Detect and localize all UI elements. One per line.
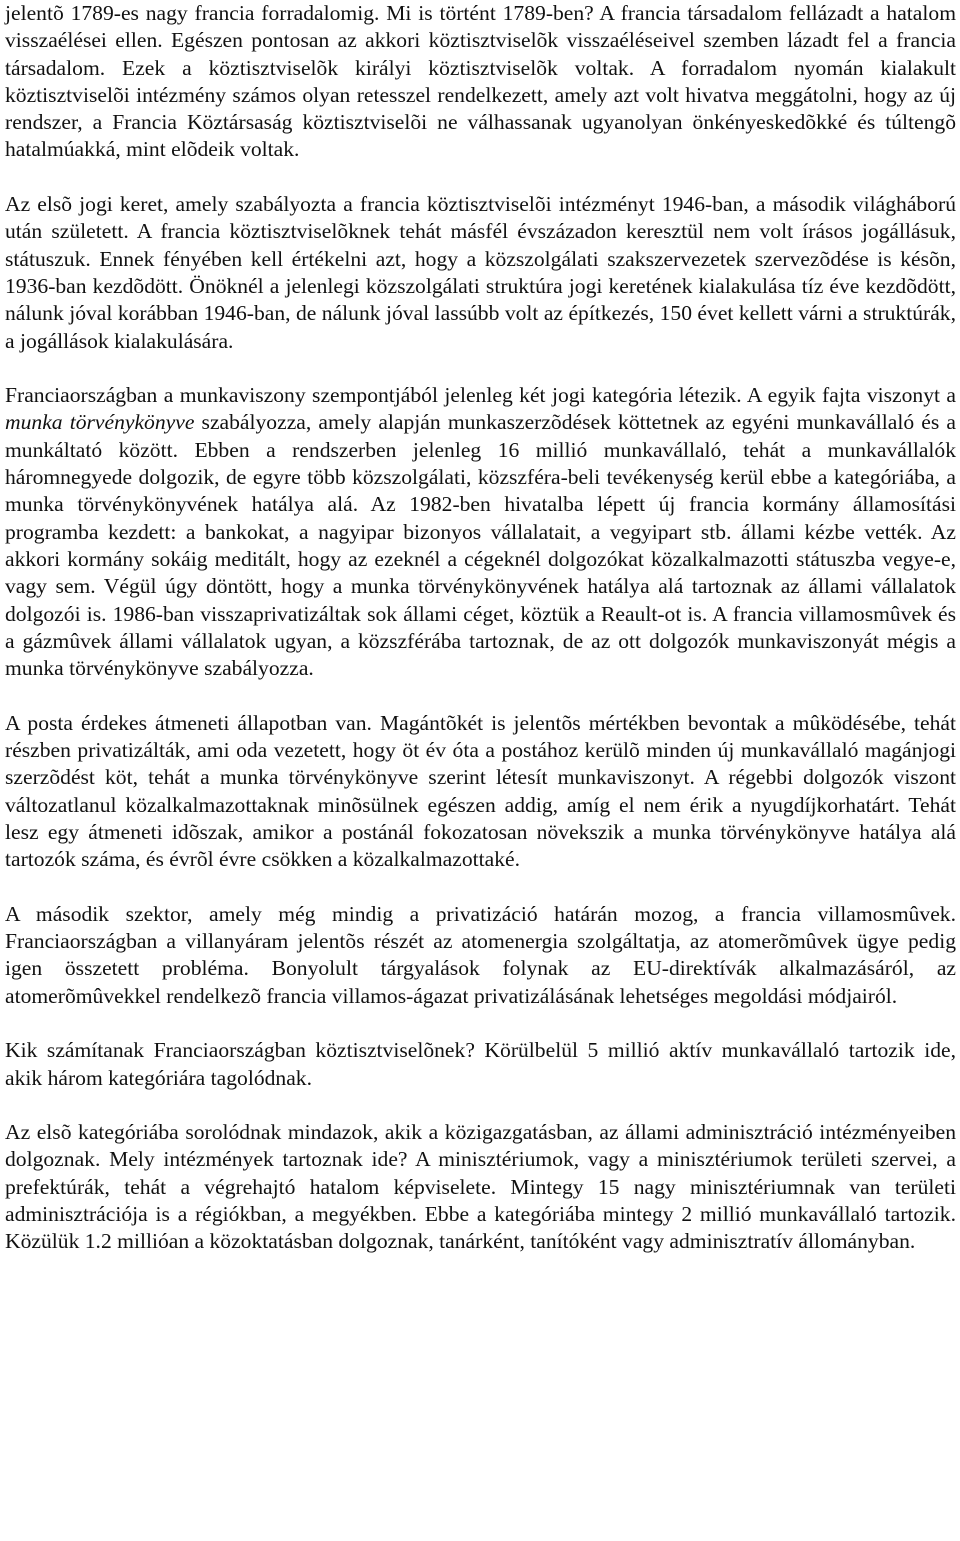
paragraph-first-category: Az elsõ kategóriába sorolódnak mindazok, akik a közigazgatásban, az állami adminisztráció intézményeiben dolgoznak. Mely intézmények tartoznak ide? A minisztériumok, vagy a minisztériumok területi szervei, a prefektúrák, tehát a végrehajtó hatalom képviselete. Mintegy 15 nagy minisztériumnak van területi adminisztrációja is a régiókban, a megyékben. Ebbe a kategóriába mintegy 2 millió munkavállaló tartozik. Közülük 1.2 millióan a közoktatásban dolgoznak, tanárként, tanítóként vagy adminisztratív állományban. [5,1120,956,1254]
document-page [5,0,956,1256]
paragraph-french-revolution: jelentõ 1789-es nagy francia forradalomig. Mi is történt 1789-ben? A francia társadalom fellázadt a hatalom visszaélései ellen. Egészen pontosan az akkori köztisztviselõk visszaéléseivel szemben lázadt fel a francia társadalom. Ezek a köztisztviselõk királyi köztisztviselõk voltak. A forradalom nyomán kialakult köztisztviselõi intézmény számos olyan retesszel rendelkezett, amely azt volt hivatva meggátolni, hogy az új rendszer, a Francia Köztársaság köztisztviselõi ne válhassanak ugyanolyan önkényeskedõkké és túltengõ hatalmúakká, mint elõdeik voltak. [5,1,956,162]
paragraph-text-start: Franciaországban a munkaviszony szempontjából jelenleg két jogi kategória létezik. A egyik fajta viszonyt a [5,383,956,408]
paragraph-postal-service: A posta érdekes átmeneti állapotban van. Magántõkét is jelentõs mértékben bevontak a mûködésébe, tehát részben privatizálták, ami oda vezetett, hogy öt év óta a postához kerülõ minden új munkavállaló magánjogi szerzõdést köt, tehát a munka törvénykönyve szerint létesít munkaviszonyt. A régebbi dolgozók viszont változatlanul közalkalmazottaknak minõsülnek egészen addig, amíg el nem érik a nyugdíjkorhatárt. Tehát lesz egy átmeneti idõszak, amikor a postánál fokozatosan növekszik a munka törvénykönyve hatálya alá tartozók száma, és évrõl évre csökken a közalkalmazottaké. [5,710,956,872]
paragraph-employment-categories [5,382,956,682]
paragraph-text-end: szabályozza, amely alapján munkaszerzõdések köttetnek az egyéni munkavállaló és a munkáltató között. Ebben a rendszerben jelenleg 16 millió munkavállaló, tehát a munkavállalók háromnegyede dolgozik, de egyre több közszolgálati, közszféra-beli tevékenység kerül ebbe a kategóriába, a munka törvénykönyvének hatálya alá. Az 1982-ben hivatalba lépett új francia kormány államosítási programba kezdett: a bankokat, a nagyipar bizonyos vállalatait, a vegyipart stb. állami kézbe vették. Az akkori kormány sokáig meditált, hogy az ezeknél a cégeknél dolgozókat közalkalmazotti státuszba vegye-e, vagy sem. Végül úgy döntött, hogy a munka törvénykönyvének hatálya alá tartoznak az állami vállalatok dolgozói is. 1986-ban visszaprivatizáltak sok állami céget, köztük a Reault-ot is. A francia villamosmûvek és a gázmûvek állami vállalatok ugyan, a közszférába tartoznak, de az ott dolgozók munkaviszonyát mégis a munka törvénykönyve szabályozza. [5,410,956,681]
paragraph-who-are-civil-servants: Kik számítanak Franciaországban köztisztviselõnek? Körülbelül 5 millió aktív munkavállaló tartozik ide, akik három kategóriára tagolódnak. [5,1038,956,1090]
labour-code-italic-term: munka törvénykönyve [5,410,195,435]
paragraph-electricity-sector: A második szektor, amely még mindig a privatizáció határán mozog, a francia villamosmûvek. Franciaországban a villanyáram jelentõs részét az atomenergia szolgáltatja, az atomerõmûvek ügye pedig igen összetett probléma. Bonyolult tárgyalások folynak az EU-direktívák alkalmazásáról, az atomerõmûvekkel rendelkezõ francia villamos-ágazat privatizálásának lehetséges megoldási módjairól. [5,901,956,1008]
paragraph-legal-framework-1946: Az elsõ jogi keret, amely szabályozta a francia köztisztviselõi intézményt 1946-ban, a második világháború után született. A francia köztisztviselõknek tehát másfél évszázadon keresztül nem volt írásos jogállásuk, státuszuk. Ennek fényében kell értékelni azt, hogy a közszolgálati szakszervezetek szervezõdése is késõn, 1936-ban kezdõdött. Önöknél a jelenlegi közszolgálati struktúra jogi keretének kialakulása tíz éve kezdõdött, nálunk jóval korábban 1946-ban, de nálunk jóval lassúbb volt az építkezés, 150 évet kellett várni a struktúrák, a jogállások kialakulására. [5,192,956,353]
